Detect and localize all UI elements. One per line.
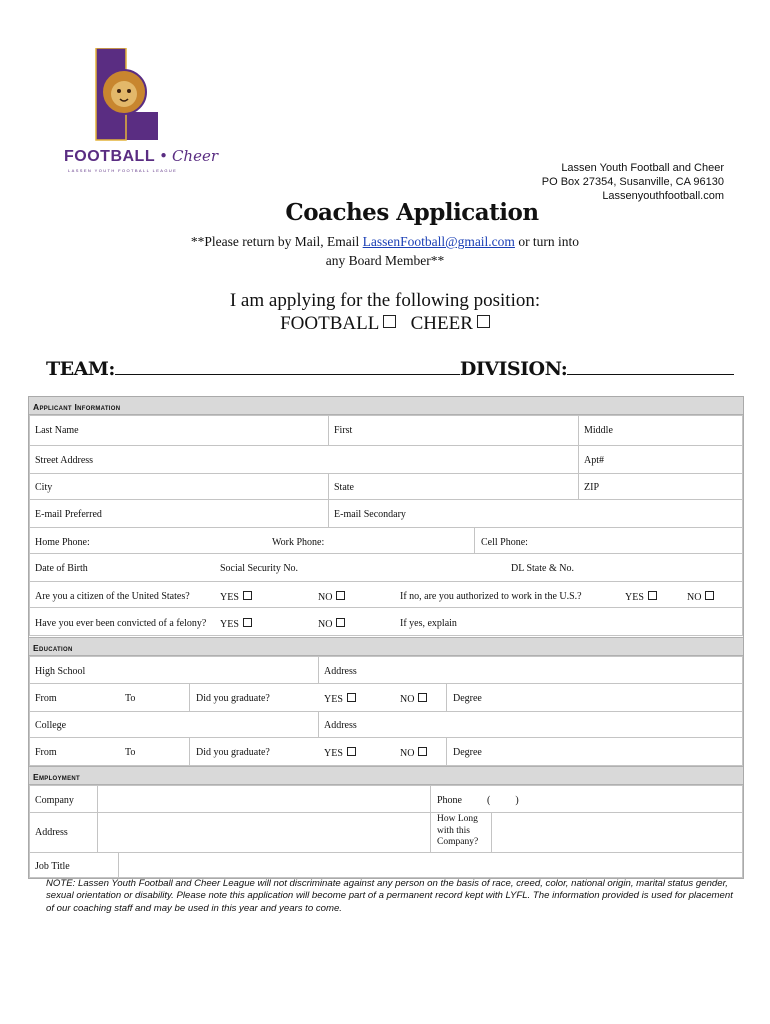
zip-label: ZIP [584, 482, 599, 493]
middle-name-field[interactable] [578, 415, 743, 446]
cell-phone-field[interactable] [474, 527, 743, 554]
employer-phone-field[interactable] [430, 785, 743, 813]
felony-no-label: NO [318, 619, 333, 630]
employer-address-label: Address [35, 827, 68, 838]
org-name: Lassen Youth Football and Cheer [561, 162, 724, 174]
authorized-yes-label: YES [625, 592, 644, 603]
felony-question: Have you ever been convicted of a felony? [35, 618, 207, 629]
employer-address-label-cell [29, 812, 98, 853]
home-work-phone-field[interactable] [29, 527, 475, 554]
hs-degree-label: Degree [453, 693, 482, 704]
instr-after: or turn into [514, 234, 580, 249]
state-field[interactable] [328, 473, 579, 500]
hs-grad-no-checkbox[interactable] [418, 693, 427, 702]
college-grad-yes[interactable] [324, 747, 356, 759]
team-division-line [46, 356, 734, 380]
college-address-label: Address [324, 720, 357, 731]
dob-ssn-dl-row[interactable] [29, 553, 743, 582]
apt-label: Apt# [584, 455, 604, 466]
last-name-field[interactable] [29, 415, 329, 446]
street-address-label: Street Address [35, 455, 94, 466]
citizen-no[interactable] [318, 591, 345, 603]
citizen-yes-label: YES [220, 592, 239, 603]
email-preferred-field[interactable] [29, 499, 329, 528]
authorized-question: If no, are you authorized to work in the U.S.? [400, 591, 582, 602]
email-link[interactable]: LassenFootball@gmail.com [362, 234, 515, 249]
logo-word: FOOTBALL [64, 148, 156, 165]
cell-phone-label: Cell Phone: [481, 537, 528, 548]
employer-address-input[interactable] [97, 812, 431, 853]
street-address-field[interactable] [29, 445, 579, 474]
hs-from-label: From [35, 693, 57, 704]
college-grad-yes-label: YES [324, 748, 343, 759]
city-label: City [35, 482, 53, 493]
high-school-address-label: Address [324, 666, 357, 677]
org-address: PO Box 27354, Susanville, CA 96130 [541, 176, 724, 188]
logo-dot: • [159, 147, 168, 165]
felony-no[interactable] [318, 618, 345, 630]
citizen-yes-checkbox[interactable] [243, 591, 252, 600]
college-degree-field[interactable] [446, 737, 743, 766]
college-field[interactable] [29, 711, 319, 738]
football-label: FOOTBALL [280, 313, 380, 334]
felony-explain-label: If yes, explain [400, 618, 457, 629]
company-input[interactable] [97, 785, 431, 813]
team-field[interactable] [115, 356, 460, 375]
citizen-yes[interactable] [220, 591, 252, 603]
how-long-label-cell [430, 812, 492, 853]
high-school-field[interactable] [29, 656, 319, 684]
hs-grad-yes-checkbox[interactable] [347, 693, 356, 702]
logo-script: Cheer [171, 147, 219, 165]
authorized-no[interactable] [687, 591, 714, 603]
college-grad-no[interactable] [400, 747, 427, 759]
applicant-info-header: Applicant Information [29, 397, 743, 415]
football-checkbox[interactable] [383, 315, 396, 328]
felony-row [29, 607, 743, 636]
middle-name-label: Middle [584, 425, 613, 436]
first-name-label: First [334, 425, 353, 436]
work-phone-label: Work Phone: [272, 537, 325, 548]
felony-yes-checkbox[interactable] [243, 618, 252, 627]
job-title-label: Job Title [35, 861, 70, 872]
employer-phone-value: ( ) [487, 795, 519, 806]
college-to-label: To [125, 747, 136, 758]
city-field[interactable] [29, 473, 329, 500]
job-title-label-cell [29, 852, 119, 878]
company-label-cell [29, 785, 98, 813]
ssn-label: Social Security No. [220, 563, 299, 574]
instr-before: **Please return by Mail, Email [190, 234, 363, 249]
employer-phone-label: Phone [437, 795, 462, 806]
high-school-address-field[interactable] [318, 656, 743, 684]
state-label: State [334, 482, 354, 493]
email-secondary-label: E-mail Secondary [334, 509, 406, 520]
page-title: Coaches Application [285, 199, 539, 226]
college-grad-no-checkbox[interactable] [418, 747, 427, 756]
company-label: Company [35, 795, 74, 806]
how-long-input[interactable] [491, 812, 743, 853]
position-heading: I am applying for the following position: [229, 290, 541, 311]
league-logo [60, 44, 219, 179]
job-title-input[interactable] [118, 852, 743, 878]
education-header: Education [29, 637, 743, 656]
division-field[interactable] [567, 356, 734, 375]
hs-to-label: To [125, 693, 136, 704]
citizen-no-label: NO [318, 592, 333, 603]
lion-l-emblem [94, 48, 160, 144]
division-label: DIVISION: [459, 358, 568, 380]
team-label: TEAM: [46, 358, 115, 380]
college-grad-no-label: NO [400, 748, 415, 759]
first-name-field[interactable] [328, 415, 579, 446]
instr-line2: any Board Member** [325, 253, 445, 268]
hs-grad-no-label: NO [400, 694, 415, 705]
cheer-checkbox[interactable] [477, 315, 490, 328]
citizen-no-checkbox[interactable] [336, 591, 345, 600]
hs-graduate-cell [189, 683, 447, 712]
college-grad-yes-checkbox[interactable] [347, 747, 356, 756]
logo-sub: LASSEN YOUTH FOOTBALL LEAGUE [68, 168, 178, 173]
citizen-row [29, 581, 743, 608]
dl-label: DL State & No. [511, 563, 574, 574]
apt-field[interactable] [578, 445, 743, 474]
last-name-label: Last Name [35, 425, 79, 436]
dob-label: Date of Birth [35, 563, 88, 574]
college-graduate-question: Did you graduate? [196, 747, 270, 758]
authorized-no-checkbox[interactable] [705, 591, 714, 600]
hs-dates-field[interactable] [29, 683, 190, 712]
college-dates-field[interactable] [29, 737, 190, 766]
felony-yes-label: YES [220, 619, 239, 630]
application-form [28, 396, 744, 879]
instructions [120, 232, 650, 270]
hs-grad-yes-label: YES [324, 694, 343, 705]
felony-yes[interactable] [220, 618, 252, 630]
cheer-label: CHEER [410, 313, 473, 334]
email-preferred-label: E-mail Preferred [35, 509, 102, 520]
college-address-field[interactable] [318, 711, 743, 738]
employment-header: Employment [29, 766, 743, 785]
org-address-block [542, 161, 724, 203]
zip-field[interactable] [578, 473, 743, 500]
hs-grad-yes[interactable] [324, 693, 356, 705]
home-phone-label: Home Phone: [35, 537, 90, 548]
felony-no-checkbox[interactable] [336, 618, 345, 627]
authorized-no-label: NO [687, 592, 702, 603]
authorized-yes[interactable] [625, 591, 657, 603]
authorized-yes-checkbox[interactable] [648, 591, 657, 600]
college-from-label: From [35, 747, 57, 758]
position-section [0, 289, 770, 335]
high-school-label: High School [35, 666, 86, 677]
citizen-question: Are you a citizen of the United States? [35, 591, 190, 602]
email-secondary-field[interactable] [328, 499, 743, 528]
hs-graduate-question: Did you graduate? [196, 693, 270, 704]
how-long-label: How Long with this Company? [437, 814, 479, 847]
college-label: College [35, 720, 67, 731]
non-discrimination-note: NOTE: Lassen Youth Football and Cheer League will not discriminate against any person on the basis of race, creed, color, national origin, marital status gender, sexual orientation or disability. Please note this application will become part of a permanent record kept with LYFL. The information provided is used for placement of our coaching staff and may be used in this year and years to come. [46, 878, 733, 914]
org-website: Lassenyouthfootball.com [602, 190, 724, 202]
hs-degree-field[interactable] [446, 683, 743, 712]
hs-grad-no[interactable] [400, 693, 427, 705]
college-graduate-cell [189, 737, 447, 766]
college-degree-label: Degree [453, 747, 482, 758]
